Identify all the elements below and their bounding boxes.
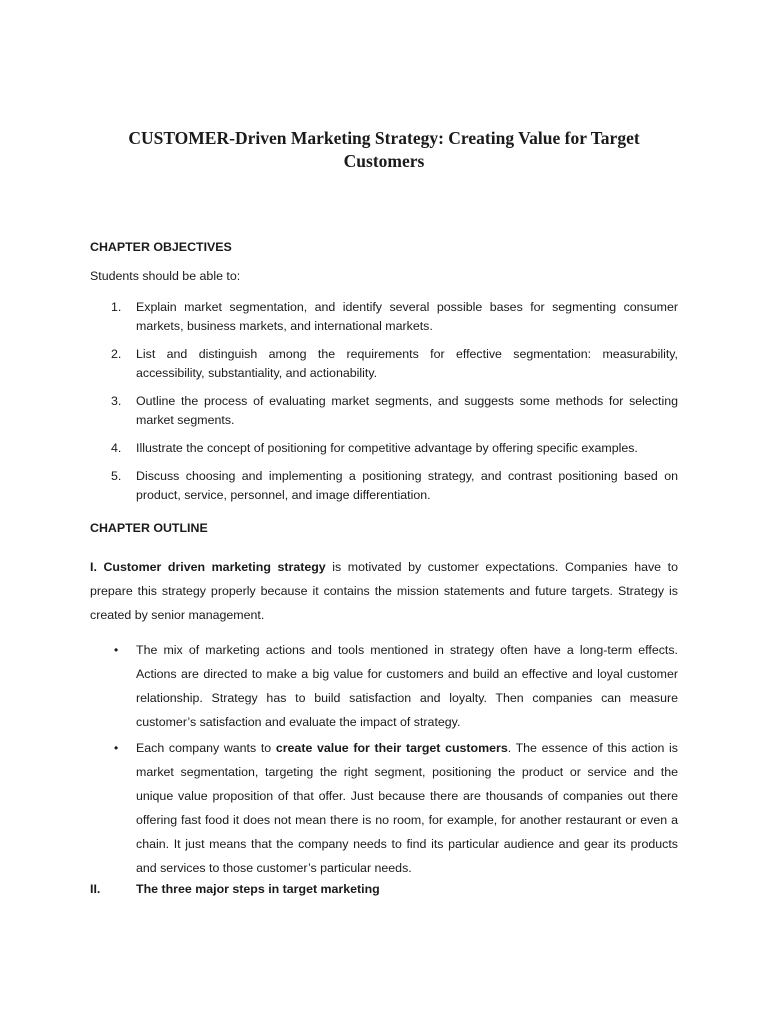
document-title: CUSTOMER-Driven Marketing Strategy: Creating Value for Target Customers <box>128 128 640 171</box>
bullet-item <box>90 638 678 734</box>
objective-text: Discuss choosing and implementing a positioning strategy, and contrast positioning based on product, service, personnel, and image differentiation. <box>136 469 678 502</box>
objective-number: 2. <box>111 347 122 361</box>
objectives-intro: Students should be able to: <box>90 269 241 283</box>
section1-lead: I. Customer driven marketing strategy <box>90 560 326 574</box>
objective-number: 1. <box>111 300 122 314</box>
objective-item <box>90 392 678 430</box>
objective-item <box>90 467 678 505</box>
bullet-bold-text: create value for their target customers <box>275 741 508 755</box>
objective-number: 4. <box>111 441 122 455</box>
objective-item <box>90 345 678 383</box>
section1-paragraph <box>90 555 678 627</box>
objective-text: Explain market segmentation, and identify several possible bases for segmenting consumer markets, business markets, and international markets. <box>136 300 678 333</box>
objective-text: Outline the process of evaluating market segments, and suggests some methods for selecting market segments. <box>136 394 678 427</box>
section1-text: is motivated by customer expectations. Companies have to prepare this strategy properly because it contains the mission statements and future targets. Strategy is created by senior management. <box>90 560 678 622</box>
bullet-list <box>90 638 678 882</box>
objectives-list <box>90 298 678 514</box>
bullet-item <box>90 736 678 880</box>
section2-text: The three major steps in target marketing <box>136 882 380 896</box>
objective-number: 5. <box>111 469 122 483</box>
outline-heading: CHAPTER OUTLINE <box>90 521 208 535</box>
bullet-symbol: • <box>114 643 119 657</box>
bullet-text: The mix of marketing actions and tools mentioned in strategy often have a long-term effects. Actions are directed to make a big value for customers and build an effective and loyal customer relationship. Strategy has to build satisfaction and loyalty. Then companies can measure customer’s satisfaction and evaluate the impact of strategy. <box>136 643 678 729</box>
objective-text: List and distinguish among the requirements for effective segmentation: measurability, accessibility, substantiality, and actionability. <box>136 347 678 380</box>
bullet-text: . The essence of this action is market segmentation, targeting the right segment, positioning the product or service and the unique value proposition of that offer. Just because there are thousands of companies out there offering fast food it does not mean there is no room, for example, for another restaurant or even a chain. It just means that the company needs to find its particular audience and gear its products and services to those customer’s particular needs. <box>136 741 678 875</box>
bullet-text: Each company wants to <box>136 741 276 755</box>
section2-number: II. <box>90 882 101 896</box>
objective-item <box>90 298 678 336</box>
objective-number: 3. <box>111 394 122 408</box>
bullet-symbol: • <box>114 741 119 755</box>
objective-item <box>90 439 678 458</box>
section2-heading <box>90 882 380 896</box>
objective-text: Illustrate the concept of positioning for competitive advantage by offering specific examples. <box>136 441 638 455</box>
objectives-heading: CHAPTER OBJECTIVES <box>90 240 232 254</box>
